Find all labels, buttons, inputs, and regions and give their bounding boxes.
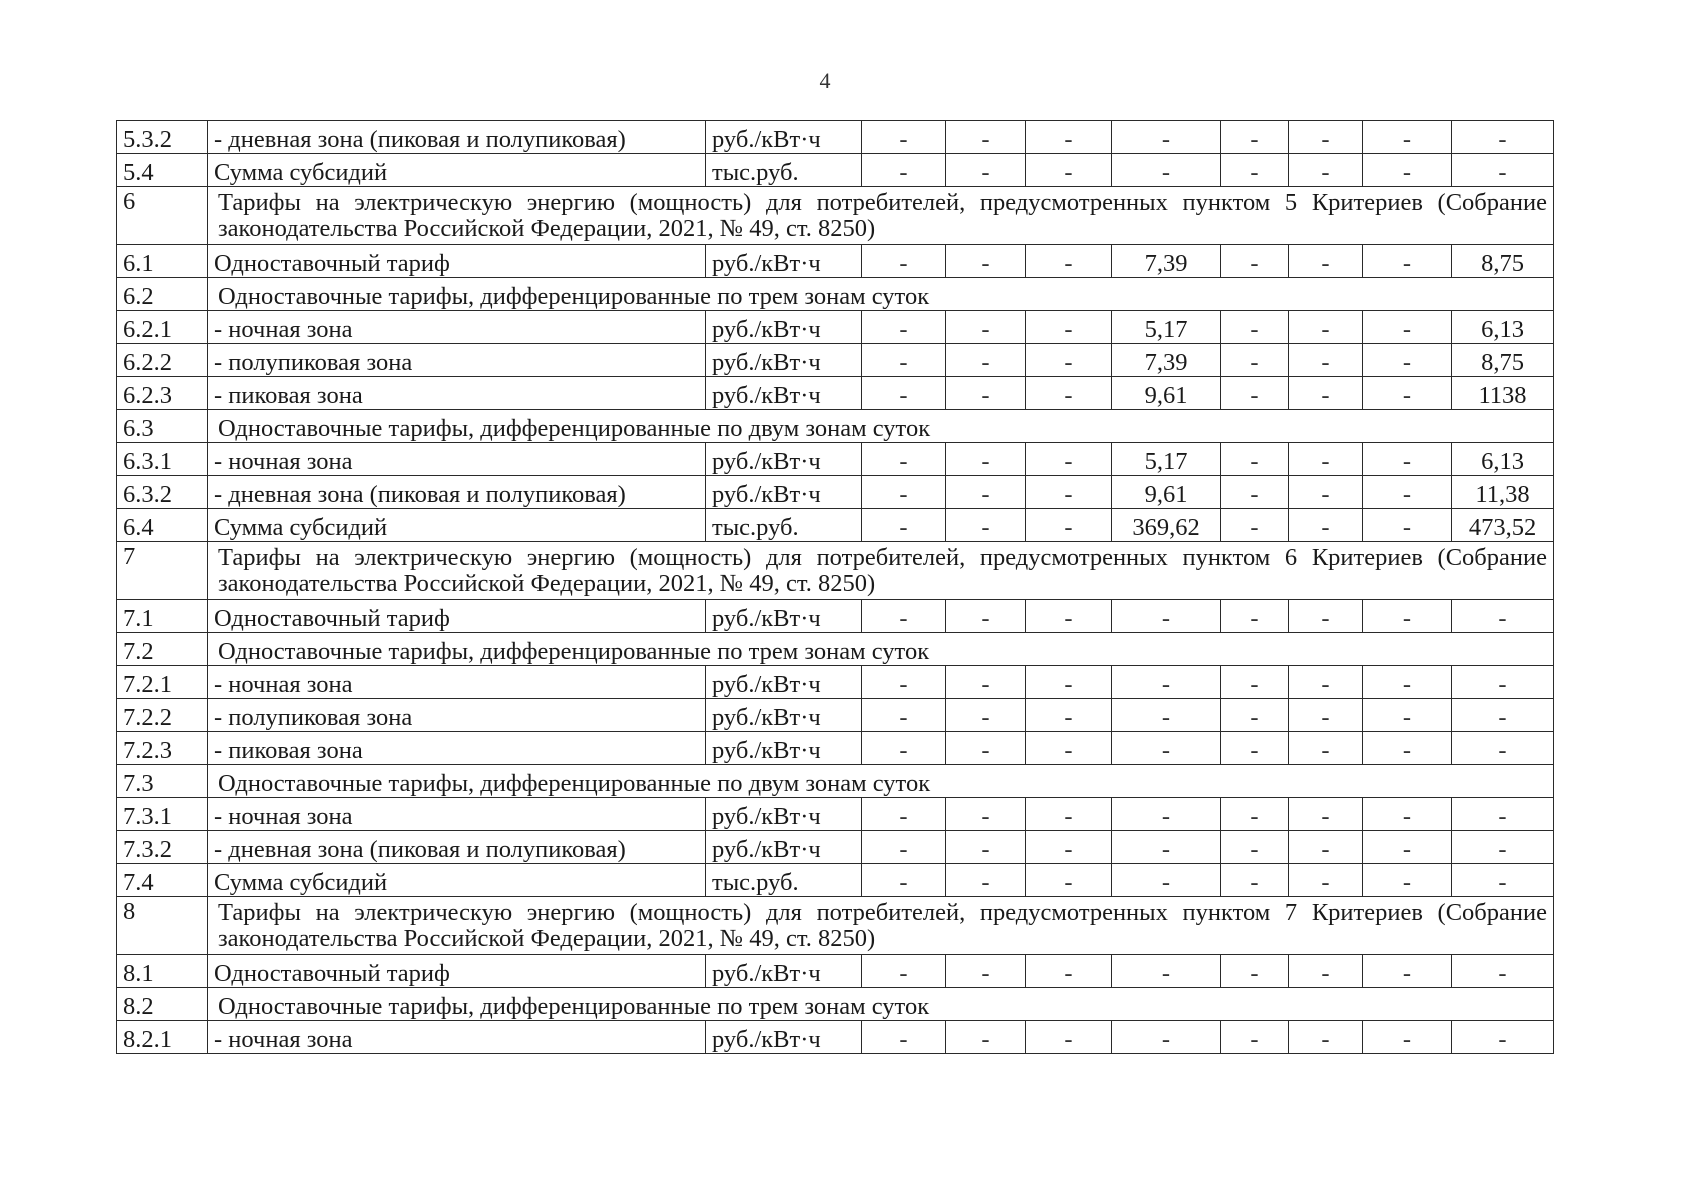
row-unit: руб./кВт·ч (706, 377, 862, 410)
table-row (117, 344, 1554, 377)
value-cell: - (1026, 377, 1112, 410)
value-cell: - (1221, 476, 1289, 509)
row-name: Одноставочный тариф (208, 600, 706, 633)
value-cell: - (1221, 311, 1289, 344)
section-header-row (117, 187, 1554, 245)
row-name: Сумма субсидий (208, 154, 706, 187)
row-number: 6.3 (117, 410, 208, 443)
table-row (117, 476, 1554, 509)
value-cell: 1138 (1452, 377, 1554, 410)
value-cell: - (1026, 121, 1112, 154)
row-number: 6 (117, 187, 208, 245)
value-cell: - (1289, 831, 1363, 864)
value-cell: - (1452, 666, 1554, 699)
value-cell: - (1363, 377, 1452, 410)
value-cell: - (1363, 245, 1452, 278)
value-cell: - (1452, 798, 1554, 831)
table-row (117, 443, 1554, 476)
value-cell: - (862, 311, 946, 344)
section-title: Тарифы на электрическую энергию (мощность) для потребителей, предусмотренных пунктом 7 Критериев (Собрание законодательства Российской Федерации, 2021, № 49, ст. 8250) (208, 897, 1554, 955)
row-unit: тыс.руб. (706, 154, 862, 187)
tariff-table (116, 120, 1554, 1054)
group-header-row (117, 278, 1554, 311)
value-cell: - (1221, 600, 1289, 633)
value-cell: - (862, 798, 946, 831)
row-number: 7.1 (117, 600, 208, 633)
row-number: 6.1 (117, 245, 208, 278)
row-name: - ночная зона (208, 666, 706, 699)
value-cell: - (946, 831, 1026, 864)
value-cell: - (862, 443, 946, 476)
value-cell: - (862, 666, 946, 699)
row-name: Одноставочный тариф (208, 955, 706, 988)
value-cell: - (1221, 121, 1289, 154)
value-cell: - (1289, 600, 1363, 633)
value-cell: - (1026, 864, 1112, 897)
value-cell: 7,39 (1112, 245, 1221, 278)
value-cell: - (1363, 344, 1452, 377)
value-cell: - (1112, 955, 1221, 988)
value-cell: 5,17 (1112, 443, 1221, 476)
value-cell: - (1221, 699, 1289, 732)
value-cell: - (862, 344, 946, 377)
value-cell: - (1026, 798, 1112, 831)
value-cell: - (1363, 955, 1452, 988)
row-number: 6.2.1 (117, 311, 208, 344)
value-cell: - (1221, 798, 1289, 831)
value-cell: - (1289, 699, 1363, 732)
value-cell: 9,61 (1112, 377, 1221, 410)
value-cell: - (862, 377, 946, 410)
row-number: 5.4 (117, 154, 208, 187)
row-unit: тыс.руб. (706, 864, 862, 897)
group-header-row (117, 633, 1554, 666)
row-number: 8.1 (117, 955, 208, 988)
row-name: - полупиковая зона (208, 699, 706, 732)
row-name: - пиковая зона (208, 377, 706, 410)
row-number: 6.2.3 (117, 377, 208, 410)
value-cell: - (1026, 476, 1112, 509)
group-header-row (117, 988, 1554, 1021)
value-cell: 11,38 (1452, 476, 1554, 509)
value-cell: - (1026, 443, 1112, 476)
row-number: 7.2.1 (117, 666, 208, 699)
value-cell: - (1363, 666, 1452, 699)
value-cell: - (1363, 121, 1452, 154)
section-title: Тарифы на электрическую энергию (мощность) для потребителей, предусмотренных пунктом 5 Критериев (Собрание законодательства Российской Федерации, 2021, № 49, ст. 8250) (208, 187, 1554, 245)
value-cell: - (1026, 1021, 1112, 1054)
value-cell: - (946, 154, 1026, 187)
value-cell: - (1112, 699, 1221, 732)
value-cell: - (1289, 1021, 1363, 1054)
row-unit: руб./кВт·ч (706, 831, 862, 864)
table-row (117, 1021, 1554, 1054)
value-cell: - (1026, 600, 1112, 633)
value-cell: - (946, 443, 1026, 476)
row-number: 6.2 (117, 278, 208, 311)
value-cell: - (946, 955, 1026, 988)
row-name: - ночная зона (208, 798, 706, 831)
value-cell: - (1363, 600, 1452, 633)
value-cell: - (1363, 831, 1452, 864)
value-cell: - (1289, 443, 1363, 476)
value-cell: - (1289, 311, 1363, 344)
row-unit: руб./кВт·ч (706, 666, 862, 699)
value-cell: - (1363, 732, 1452, 765)
table-row (117, 377, 1554, 410)
row-unit: руб./кВт·ч (706, 600, 862, 633)
value-cell: - (946, 864, 1026, 897)
value-cell: 9,61 (1112, 476, 1221, 509)
value-cell: - (1026, 311, 1112, 344)
row-number: 7 (117, 542, 208, 600)
value-cell: - (1112, 798, 1221, 831)
table-row (117, 245, 1554, 278)
value-cell: - (862, 955, 946, 988)
value-cell: - (1112, 154, 1221, 187)
row-unit: руб./кВт·ч (706, 732, 862, 765)
value-cell: - (1452, 121, 1554, 154)
row-unit: руб./кВт·ч (706, 121, 862, 154)
table-row (117, 699, 1554, 732)
value-cell: - (1221, 509, 1289, 542)
value-cell: - (1289, 955, 1363, 988)
group-title: Одноставочные тарифы, дифференцированные по трем зонам суток (208, 633, 1554, 666)
value-cell: - (1363, 864, 1452, 897)
value-cell: - (946, 1021, 1026, 1054)
value-cell: - (1026, 955, 1112, 988)
row-name: - пиковая зона (208, 732, 706, 765)
row-name: Одноставочный тариф (208, 245, 706, 278)
value-cell: - (1363, 1021, 1452, 1054)
group-header-row (117, 765, 1554, 798)
value-cell: - (1289, 732, 1363, 765)
value-cell: - (946, 121, 1026, 154)
value-cell: - (1289, 121, 1363, 154)
value-cell: - (1112, 732, 1221, 765)
row-name: Сумма субсидий (208, 864, 706, 897)
value-cell: - (946, 476, 1026, 509)
table-row (117, 121, 1554, 154)
value-cell: - (1026, 344, 1112, 377)
row-name: - дневная зона (пиковая и полупиковая) (208, 476, 706, 509)
value-cell: - (946, 311, 1026, 344)
value-cell: - (1289, 476, 1363, 509)
value-cell: - (862, 1021, 946, 1054)
value-cell: - (1221, 732, 1289, 765)
table-row (117, 732, 1554, 765)
value-cell: - (1363, 154, 1452, 187)
row-number: 8 (117, 897, 208, 955)
row-name: - ночная зона (208, 311, 706, 344)
value-cell: 369,62 (1112, 509, 1221, 542)
value-cell: - (1289, 666, 1363, 699)
value-cell: - (946, 600, 1026, 633)
row-name: - ночная зона (208, 443, 706, 476)
row-number: 7.2 (117, 633, 208, 666)
value-cell: 6,13 (1452, 443, 1554, 476)
value-cell: - (1221, 1021, 1289, 1054)
value-cell: 8,75 (1452, 245, 1554, 278)
value-cell: - (946, 699, 1026, 732)
row-name: - дневная зона (пиковая и полупиковая) (208, 121, 706, 154)
section-header-row (117, 897, 1554, 955)
value-cell: - (862, 699, 946, 732)
row-unit: руб./кВт·ч (706, 955, 862, 988)
value-cell: - (1026, 154, 1112, 187)
group-title: Одноставочные тарифы, дифференцированные по трем зонам суток (208, 988, 1554, 1021)
value-cell: - (1026, 699, 1112, 732)
row-number: 7.3.2 (117, 831, 208, 864)
table-row (117, 831, 1554, 864)
value-cell: - (1363, 699, 1452, 732)
value-cell: 473,52 (1452, 509, 1554, 542)
value-cell: - (862, 476, 946, 509)
value-cell: 6,13 (1452, 311, 1554, 344)
row-unit: руб./кВт·ч (706, 798, 862, 831)
value-cell: - (1289, 509, 1363, 542)
value-cell: - (862, 831, 946, 864)
value-cell: - (862, 154, 946, 187)
row-number: 7.4 (117, 864, 208, 897)
value-cell: - (1221, 154, 1289, 187)
value-cell: - (1026, 509, 1112, 542)
value-cell: - (1221, 666, 1289, 699)
value-cell: - (946, 509, 1026, 542)
value-cell: - (946, 245, 1026, 278)
value-cell: - (946, 732, 1026, 765)
page-number: 4 (819, 68, 831, 93)
value-cell: - (1221, 831, 1289, 864)
value-cell: - (862, 245, 946, 278)
table-row (117, 509, 1554, 542)
value-cell: - (1112, 666, 1221, 699)
table-row (117, 864, 1554, 897)
group-title: Одноставочные тарифы, дифференцированные по двум зонам суток (208, 765, 1554, 798)
table-body (117, 121, 1554, 1054)
value-cell: - (1452, 699, 1554, 732)
value-cell: - (1221, 443, 1289, 476)
value-cell: - (946, 666, 1026, 699)
value-cell: - (1363, 798, 1452, 831)
value-cell: - (1289, 798, 1363, 831)
value-cell: - (1452, 864, 1554, 897)
value-cell: - (1112, 864, 1221, 897)
value-cell: - (1452, 600, 1554, 633)
table-row (117, 311, 1554, 344)
group-title: Одноставочные тарифы, дифференцированные по двум зонам суток (208, 410, 1554, 443)
row-name: Сумма субсидий (208, 509, 706, 542)
value-cell: - (1363, 443, 1452, 476)
value-cell: 5,17 (1112, 311, 1221, 344)
value-cell: - (1112, 121, 1221, 154)
row-number: 6.2.2 (117, 344, 208, 377)
value-cell: - (1221, 377, 1289, 410)
row-number: 6.3.1 (117, 443, 208, 476)
table-row (117, 600, 1554, 633)
value-cell: - (1289, 344, 1363, 377)
value-cell: - (1363, 476, 1452, 509)
row-number: 8.2 (117, 988, 208, 1021)
value-cell: - (946, 377, 1026, 410)
value-cell: - (1026, 732, 1112, 765)
row-number: 7.2.3 (117, 732, 208, 765)
value-cell: - (946, 798, 1026, 831)
value-cell: 7,39 (1112, 344, 1221, 377)
value-cell: - (1363, 509, 1452, 542)
value-cell: - (1221, 245, 1289, 278)
row-number: 5.3.2 (117, 121, 208, 154)
value-cell: - (1026, 245, 1112, 278)
value-cell: - (946, 344, 1026, 377)
value-cell: - (1289, 377, 1363, 410)
table-row (117, 955, 1554, 988)
table-row (117, 666, 1554, 699)
value-cell: - (862, 121, 946, 154)
row-number: 8.2.1 (117, 1021, 208, 1054)
row-unit: руб./кВт·ч (706, 311, 862, 344)
value-cell: - (862, 864, 946, 897)
row-unit: руб./кВт·ч (706, 699, 862, 732)
value-cell: - (1221, 344, 1289, 377)
value-cell: - (1112, 600, 1221, 633)
value-cell: - (1026, 666, 1112, 699)
row-unit: тыс.руб. (706, 509, 862, 542)
row-unit: руб./кВт·ч (706, 476, 862, 509)
row-number: 7.3.1 (117, 798, 208, 831)
row-number: 6.3.2 (117, 476, 208, 509)
group-title: Одноставочные тарифы, дифференцированные по трем зонам суток (208, 278, 1554, 311)
section-header-row (117, 542, 1554, 600)
value-cell: - (1289, 864, 1363, 897)
value-cell: - (1112, 1021, 1221, 1054)
row-unit: руб./кВт·ч (706, 344, 862, 377)
row-number: 7.3 (117, 765, 208, 798)
value-cell: - (1289, 154, 1363, 187)
value-cell: - (1112, 831, 1221, 864)
value-cell: - (1221, 955, 1289, 988)
row-name: - ночная зона (208, 1021, 706, 1054)
value-cell: 8,75 (1452, 344, 1554, 377)
row-unit: руб./кВт·ч (706, 443, 862, 476)
table-row (117, 154, 1554, 187)
value-cell: - (862, 600, 946, 633)
section-title: Тарифы на электрическую энергию (мощность) для потребителей, предусмотренных пунктом 6 Критериев (Собрание законодательства Российской Федерации, 2021, № 49, ст. 8250) (208, 542, 1554, 600)
row-unit: руб./кВт·ч (706, 1021, 862, 1054)
value-cell: - (1452, 154, 1554, 187)
value-cell: - (1363, 311, 1452, 344)
row-number: 7.2.2 (117, 699, 208, 732)
value-cell: - (862, 509, 946, 542)
row-unit: руб./кВт·ч (706, 245, 862, 278)
row-name: - дневная зона (пиковая и полупиковая) (208, 831, 706, 864)
value-cell: - (1452, 955, 1554, 988)
value-cell: - (1452, 1021, 1554, 1054)
table-row (117, 798, 1554, 831)
value-cell: - (1452, 831, 1554, 864)
row-number: 6.4 (117, 509, 208, 542)
value-cell: - (1452, 732, 1554, 765)
value-cell: - (1026, 831, 1112, 864)
value-cell: - (1289, 245, 1363, 278)
value-cell: - (862, 732, 946, 765)
row-name: - полупиковая зона (208, 344, 706, 377)
value-cell: - (1221, 864, 1289, 897)
group-header-row (117, 410, 1554, 443)
